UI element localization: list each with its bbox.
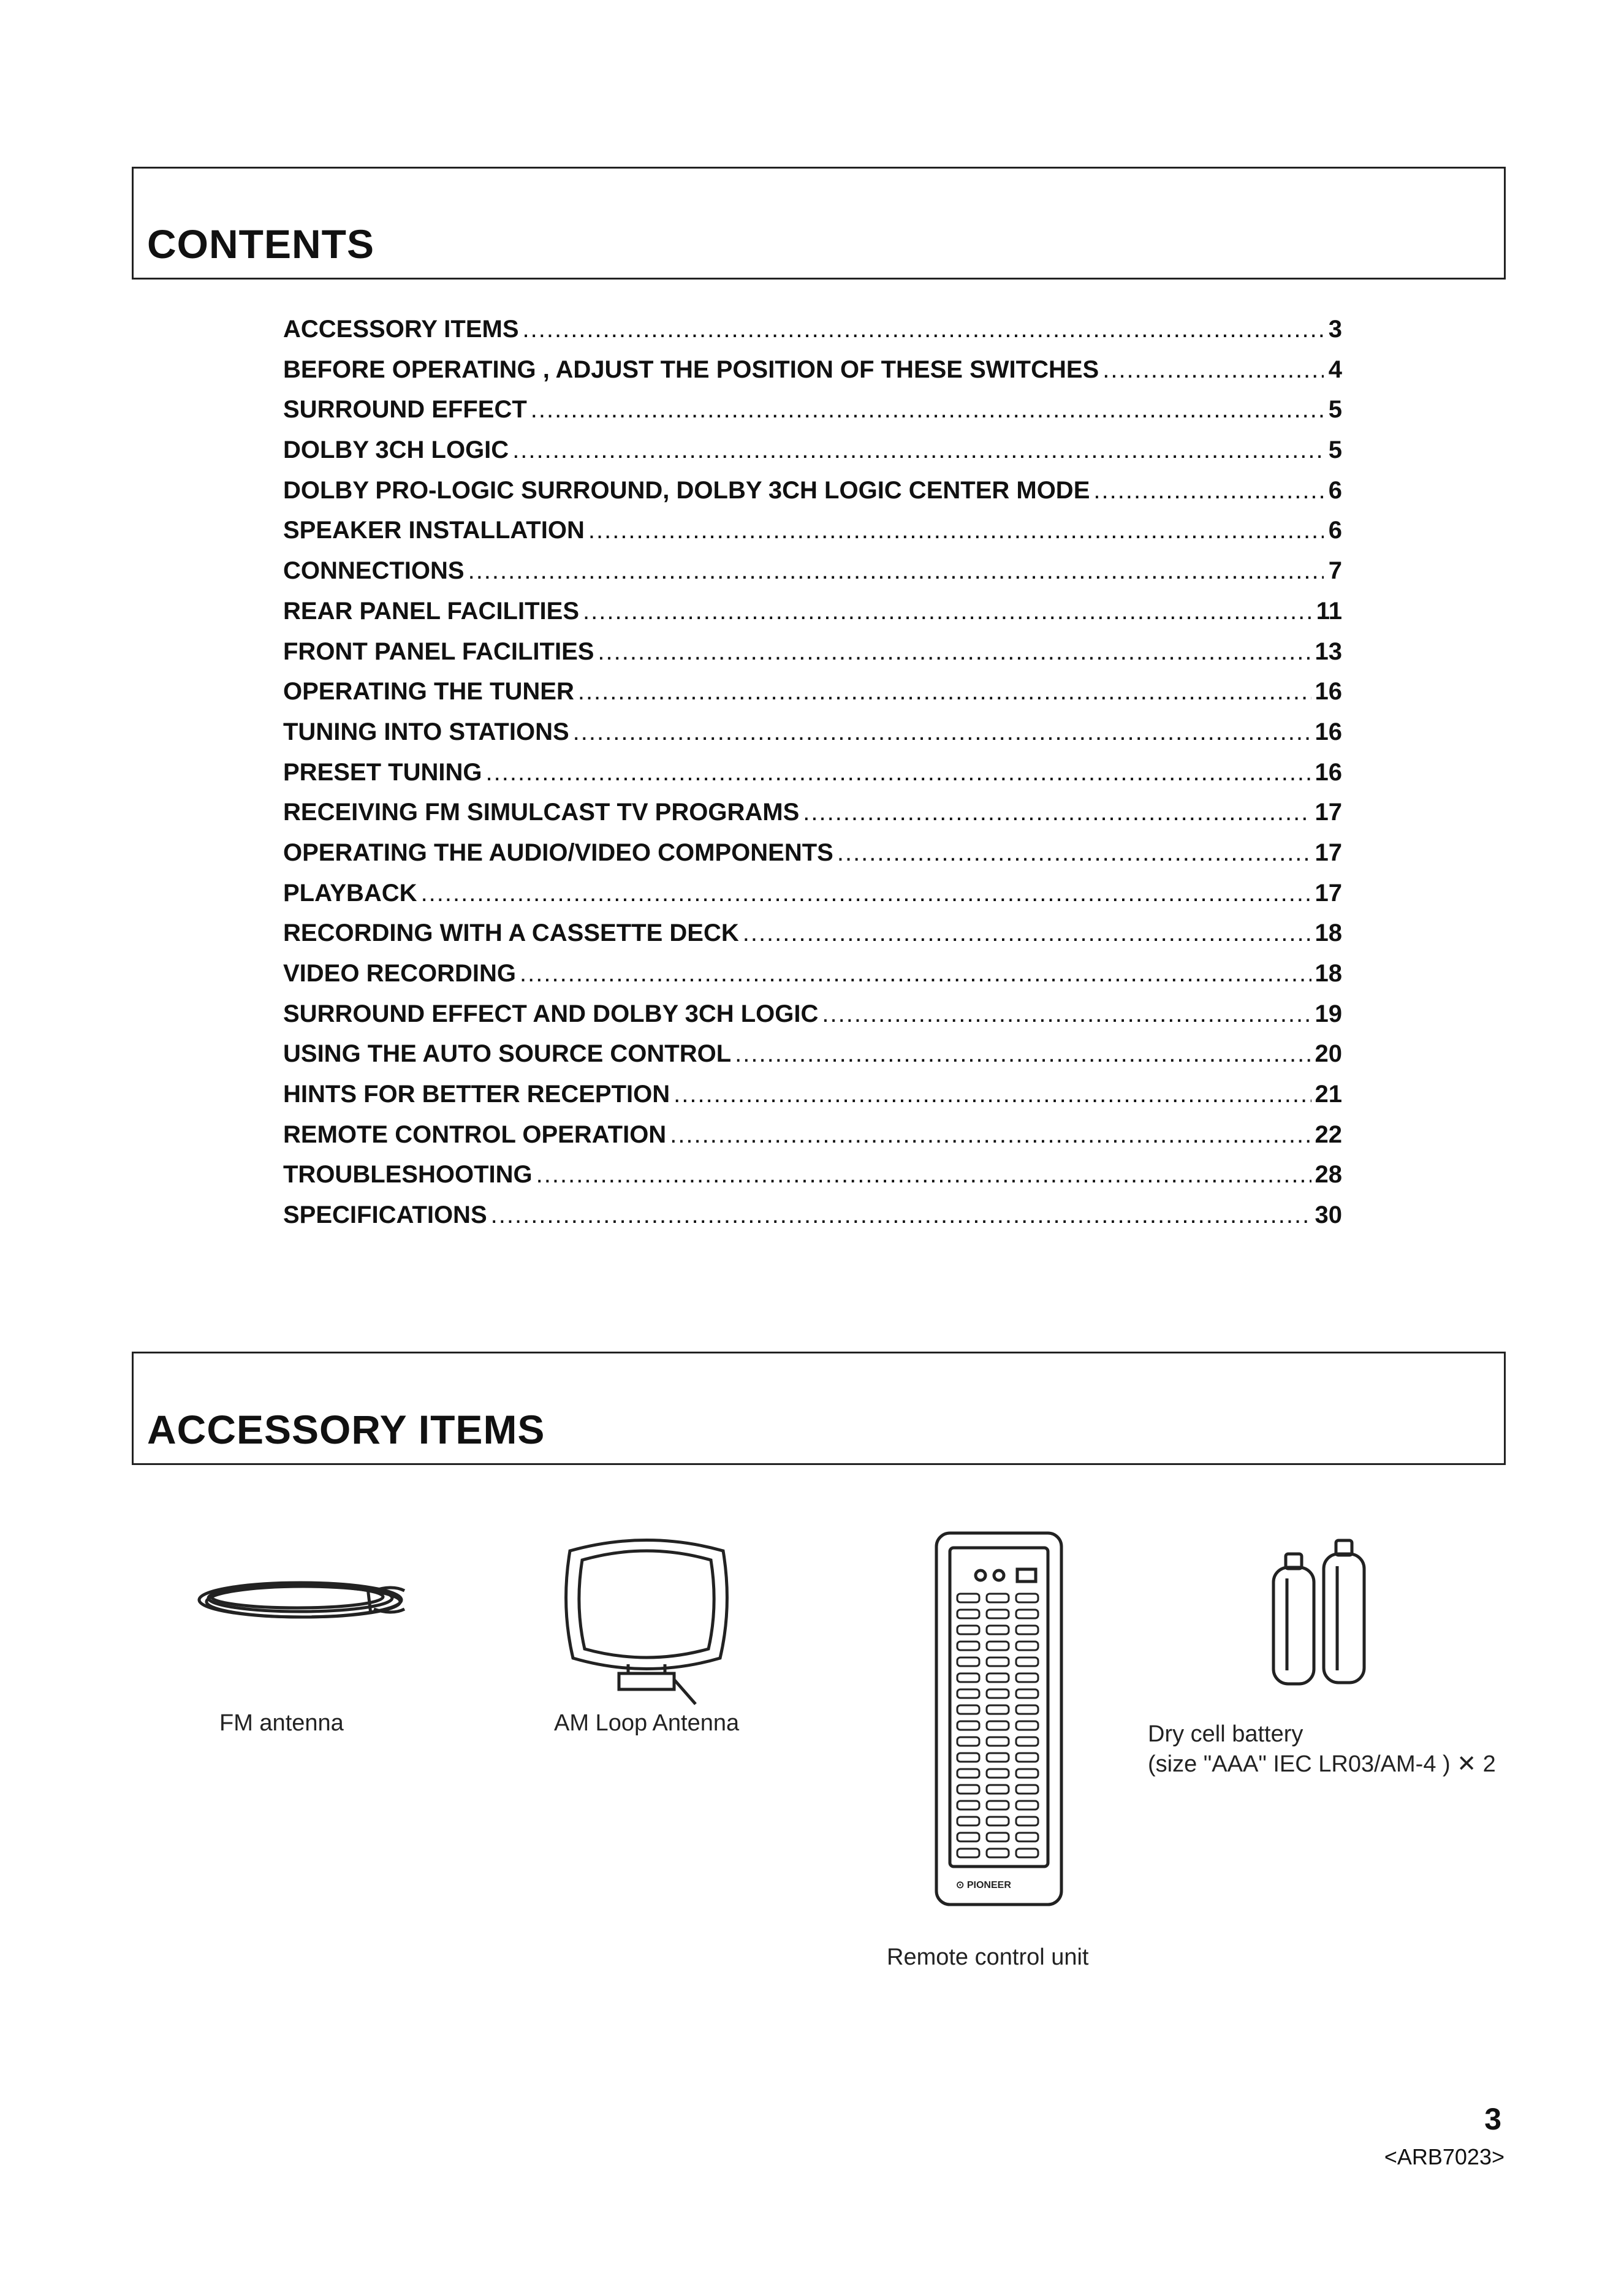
remote-button-shape bbox=[957, 1642, 979, 1650]
remote-button-shape bbox=[1016, 1594, 1038, 1602]
toc-entry bbox=[283, 598, 1342, 638]
toc-entry-page: 30 bbox=[1315, 1201, 1342, 1229]
toc-entry bbox=[283, 759, 1342, 799]
am-loop-antenna-icon bbox=[545, 1526, 748, 1710]
remote-button-shape bbox=[1016, 1626, 1038, 1634]
remote-button-shape bbox=[957, 1769, 979, 1778]
toc-entry-title: CONNECTIONS bbox=[283, 557, 465, 585]
remote-button-shape bbox=[1016, 1769, 1038, 1778]
toc-entry bbox=[283, 678, 1342, 718]
toc-entry-page: 5 bbox=[1328, 436, 1342, 464]
toc-entry-title: DOLBY 3CH LOGIC bbox=[283, 436, 509, 464]
toc-entry bbox=[283, 1000, 1342, 1041]
toc-dot-leader bbox=[803, 799, 1311, 826]
remote-button-shape bbox=[987, 1673, 1009, 1682]
toc-entry bbox=[283, 960, 1342, 1000]
toc-entry-page: 17 bbox=[1315, 879, 1342, 907]
toc-entry-page: 18 bbox=[1315, 960, 1342, 987]
battery-caption-line2: (size "AAA" IEC LR03/AM-4 ) ✕ 2 bbox=[1148, 1751, 1496, 1777]
toc-entry-title: USING THE AUTO SOURCE CONTROL bbox=[283, 1040, 732, 1068]
toc-dot-leader bbox=[531, 396, 1324, 424]
remote-button-shape bbox=[957, 1721, 979, 1730]
toc-entry-page: 28 bbox=[1315, 1161, 1342, 1189]
toc-entry bbox=[283, 396, 1342, 436]
toc-entry-title: FRONT PANEL FACILITIES bbox=[283, 638, 594, 665]
toc-entry-page: 22 bbox=[1315, 1121, 1342, 1148]
remote-button-shape bbox=[1016, 1785, 1038, 1794]
contents-heading: CONTENTS bbox=[147, 221, 374, 267]
remote-button-shape bbox=[957, 1705, 979, 1714]
toc-entry bbox=[283, 1081, 1342, 1121]
toc-dot-leader bbox=[735, 1040, 1311, 1068]
toc-entry-page: 7 bbox=[1328, 557, 1342, 585]
toc-entry-title: VIDEO RECORDING bbox=[283, 960, 517, 987]
toc-dot-leader bbox=[523, 316, 1324, 343]
toc-entry-title: DOLBY PRO-LOGIC SURROUND, DOLBY 3CH LOGIC CENTER MODE bbox=[283, 476, 1090, 504]
toc-entry bbox=[283, 799, 1342, 839]
remote-button-shape bbox=[987, 1737, 1009, 1746]
toc-entry-title: SPECIFICATIONS bbox=[283, 1201, 487, 1229]
toc-entry-page: 16 bbox=[1315, 678, 1342, 706]
remote-button-shape bbox=[1016, 1610, 1038, 1618]
toc-entry-page: 4 bbox=[1328, 356, 1342, 383]
am-loop-antenna-caption: AM Loop Antenna bbox=[554, 1710, 740, 1736]
toc-entry bbox=[283, 316, 1342, 356]
remote-button-shape bbox=[957, 1753, 979, 1762]
toc-entry-title: SPEAKER INSTALLATION bbox=[283, 517, 585, 544]
toc-entry bbox=[283, 1040, 1342, 1081]
toc-dot-leader bbox=[520, 960, 1311, 988]
toc-entry-page: 6 bbox=[1328, 476, 1342, 504]
toc-entry bbox=[283, 356, 1342, 397]
remote-button-shape bbox=[1016, 1673, 1038, 1682]
toc-dot-leader bbox=[1093, 477, 1324, 504]
toc-dot-leader bbox=[670, 1121, 1311, 1149]
toc-entry-title: RECORDING WITH A CASSETTE DECK bbox=[283, 919, 739, 947]
remote-button-shape bbox=[957, 1737, 979, 1746]
toc-entry bbox=[283, 919, 1342, 960]
toc-entry bbox=[283, 436, 1342, 477]
toc-dot-leader bbox=[485, 759, 1311, 786]
remote-button-shape bbox=[987, 1658, 1009, 1666]
toc-dot-leader bbox=[598, 638, 1311, 666]
toc-entry-title: REMOTE CONTROL OPERATION bbox=[283, 1121, 667, 1148]
toc-entry-title: PLAYBACK bbox=[283, 879, 417, 907]
remote-button-shape bbox=[987, 1689, 1009, 1698]
battery-caption-line1: Dry cell battery bbox=[1148, 1721, 1303, 1747]
toc-entry-title: OPERATING THE AUDIO/VIDEO COMPONENTS bbox=[283, 839, 833, 866]
toc-entry bbox=[283, 880, 1342, 920]
toc-entry bbox=[283, 839, 1342, 880]
toc-entry-page: 21 bbox=[1315, 1081, 1342, 1108]
toc-entry bbox=[283, 718, 1342, 759]
toc-entry-page: 20 bbox=[1315, 1040, 1342, 1068]
toc-entry bbox=[283, 1161, 1342, 1201]
toc-entry bbox=[283, 557, 1342, 598]
toc-dot-leader bbox=[573, 718, 1311, 746]
remote-button-shape bbox=[957, 1594, 979, 1602]
remote-button-shape bbox=[987, 1721, 1009, 1730]
remote-button-shape bbox=[1016, 1849, 1038, 1857]
toc-entry-title: ACCESSORY ITEMS bbox=[283, 316, 519, 343]
toc-entry-page: 16 bbox=[1315, 718, 1342, 745]
svg-text:⊙ PIONEER: ⊙ PIONEER bbox=[956, 1880, 1011, 1890]
toc-entry-page: 16 bbox=[1315, 758, 1342, 786]
contents-header-box bbox=[132, 167, 1506, 280]
toc-dot-leader bbox=[578, 678, 1311, 706]
fm-antenna-caption: FM antenna bbox=[219, 1710, 344, 1736]
remote-button-shape bbox=[957, 1658, 979, 1666]
toc-entry-title: SURROUND EFFECT AND DOLBY 3CH LOGIC bbox=[283, 1000, 819, 1027]
toc-entry-page: 18 bbox=[1315, 919, 1342, 947]
remote-button-shape bbox=[987, 1849, 1009, 1857]
remote-button-shape bbox=[957, 1817, 979, 1825]
remote-button-shape bbox=[987, 1785, 1009, 1794]
table-of-contents bbox=[283, 316, 1342, 1242]
toc-entry-title: TROUBLESHOOTING bbox=[283, 1161, 533, 1189]
toc-entry bbox=[283, 1201, 1342, 1242]
toc-entry bbox=[283, 1121, 1342, 1162]
toc-dot-leader bbox=[421, 880, 1311, 907]
remote-button-shape bbox=[987, 1626, 1009, 1634]
remote-button-shape bbox=[1016, 1658, 1038, 1666]
toc-entry-title: OPERATING THE TUNER bbox=[283, 678, 574, 706]
toc-entry-title: RECEIVING FM SIMULCAST TV PROGRAMS bbox=[283, 799, 800, 826]
toc-entry-title: TUNING INTO STATIONS bbox=[283, 718, 569, 745]
toc-entry bbox=[283, 477, 1342, 517]
toc-dot-leader bbox=[583, 598, 1313, 625]
toc-entry bbox=[283, 638, 1342, 679]
remote-button-shape bbox=[1016, 1705, 1038, 1714]
remote-button-shape bbox=[987, 1833, 1009, 1841]
toc-dot-leader bbox=[674, 1081, 1311, 1108]
remote-button-shape bbox=[1016, 1642, 1038, 1650]
remote-button-shape bbox=[957, 1626, 979, 1634]
remote-button-shape bbox=[957, 1833, 979, 1841]
remote-control-icon bbox=[932, 1529, 1066, 1909]
toc-entry-page: 17 bbox=[1315, 799, 1342, 826]
toc-dot-leader bbox=[822, 1000, 1311, 1028]
toc-entry-page: 6 bbox=[1328, 517, 1342, 544]
remote-button-shape bbox=[1016, 1737, 1038, 1746]
toc-entry-title: PRESET TUNING bbox=[283, 758, 482, 786]
toc-dot-leader bbox=[491, 1201, 1311, 1229]
toc-dot-leader bbox=[837, 839, 1311, 867]
remote-button-shape bbox=[987, 1753, 1009, 1762]
toc-dot-leader bbox=[536, 1161, 1311, 1189]
toc-entry-title: HINTS FOR BETTER RECEPTION bbox=[283, 1081, 670, 1108]
remote-control-caption: Remote control unit bbox=[887, 1944, 1089, 1970]
remote-button-shape bbox=[987, 1817, 1009, 1825]
toc-dot-leader bbox=[588, 517, 1324, 544]
remote-button-shape bbox=[957, 1673, 979, 1682]
toc-dot-leader bbox=[468, 557, 1324, 585]
remote-button-shape bbox=[987, 1642, 1009, 1650]
toc-entry-title: REAR PANEL FACILITIES bbox=[283, 597, 580, 625]
remote-button-shape bbox=[987, 1594, 1009, 1602]
remote-button-shape bbox=[957, 1801, 979, 1810]
toc-entry-page: 13 bbox=[1315, 638, 1342, 665]
remote-button-shape bbox=[957, 1785, 979, 1794]
document-code: <ARB7023> bbox=[1384, 2144, 1504, 2169]
toc-dot-leader bbox=[743, 919, 1311, 947]
remote-button-shape bbox=[1016, 1721, 1038, 1730]
remote-button-shape bbox=[957, 1849, 979, 1857]
remote-button-shape bbox=[1016, 1753, 1038, 1762]
toc-entry-page: 5 bbox=[1328, 396, 1342, 424]
accessory-items-header-box bbox=[132, 1352, 1506, 1465]
remote-button-shape bbox=[1016, 1817, 1038, 1825]
remote-button-shape bbox=[957, 1610, 979, 1618]
page-number: 3 bbox=[1484, 2102, 1501, 2136]
toc-dot-leader bbox=[1102, 356, 1324, 384]
toc-entry-title: BEFORE OPERATING , ADJUST THE POSITION OF THESE SWITCHES bbox=[283, 356, 1099, 383]
aaa-battery-icon bbox=[1262, 1536, 1379, 1689]
remote-button-shape bbox=[987, 1610, 1009, 1618]
remote-button-shape bbox=[1016, 1689, 1038, 1698]
remote-button-shape bbox=[1016, 1801, 1038, 1810]
accessory-items-heading: ACCESSORY ITEMS bbox=[147, 1407, 545, 1452]
remote-button-shape bbox=[987, 1801, 1009, 1810]
toc-dot-leader bbox=[512, 436, 1324, 464]
remote-button-shape bbox=[1016, 1833, 1038, 1841]
toc-entry bbox=[283, 517, 1342, 557]
toc-entry-page: 17 bbox=[1315, 839, 1342, 866]
toc-entry-page: 19 bbox=[1315, 1000, 1342, 1027]
toc-entry-page: 11 bbox=[1316, 597, 1342, 625]
toc-entry-title: SURROUND EFFECT bbox=[283, 396, 527, 424]
toc-entry-page: 3 bbox=[1328, 316, 1342, 343]
remote-button-shape bbox=[987, 1705, 1009, 1714]
fm-antenna-cable-icon bbox=[190, 1566, 411, 1634]
remote-button-shape bbox=[987, 1769, 1009, 1778]
remote-button-shape bbox=[957, 1689, 979, 1698]
